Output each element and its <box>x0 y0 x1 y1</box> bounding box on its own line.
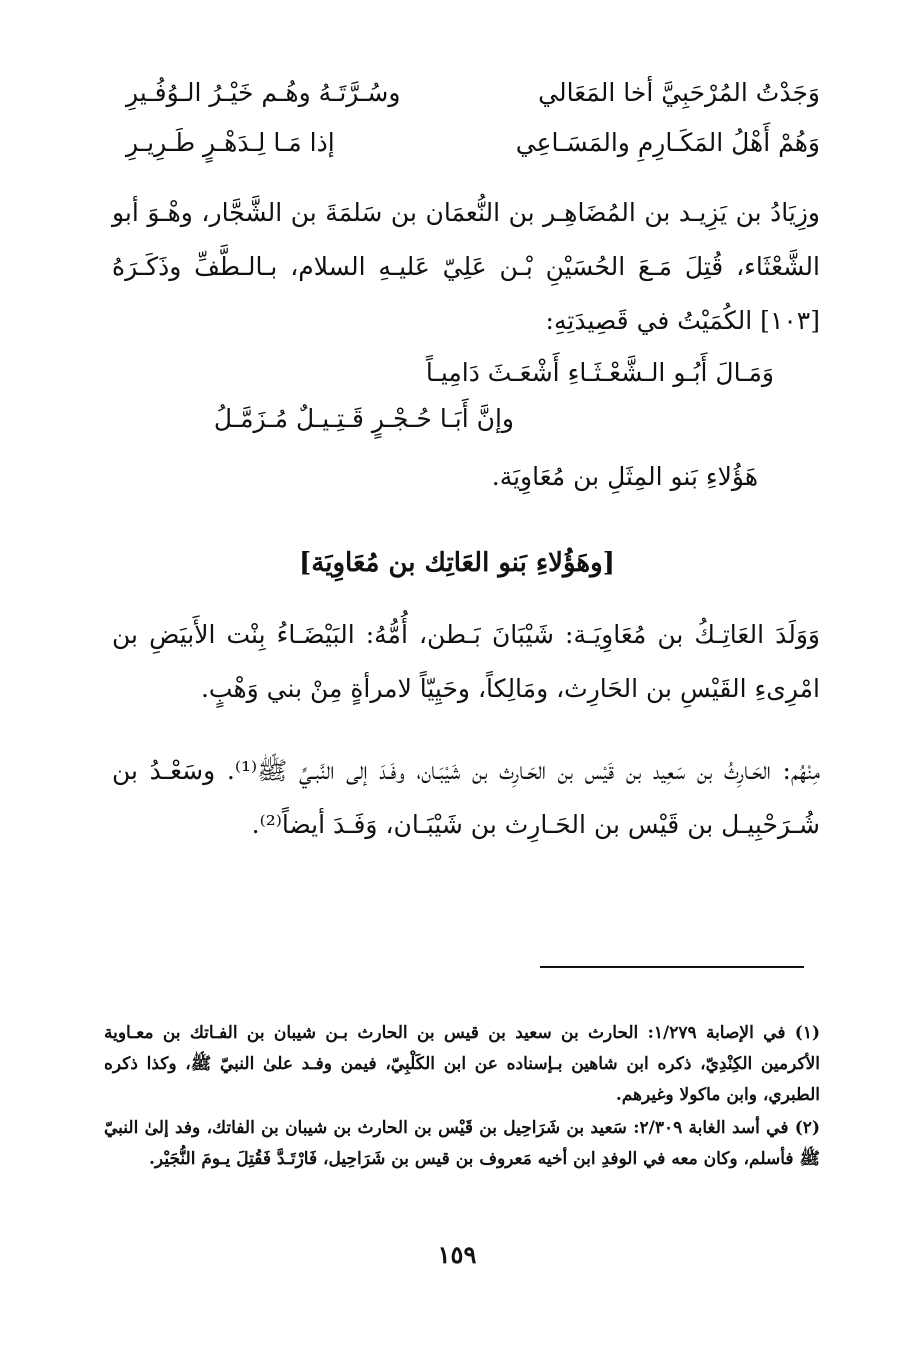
body-paragraph <box>112 744 820 852</box>
body-paragraph <box>112 608 820 716</box>
section-heading: [وهَؤُلاءِ بَنو العَاتِك بن مُعَاوِيَة] <box>299 548 615 578</box>
poem-hemistich: وَهُمْ أَهْلُ المَكَـارِمِ والمَسَـاعِي <box>515 128 820 157</box>
paragraph-text: وزِيَادُ بن يَزِيـد بن المُضَاهِـر بن النُّعمَان بن سَلمَةَ بن الشَّجَّار، وهْـوَ أبو الشَّعْثَاء، قُتِلَ مَـعَ الحُسَيْنِ بْـن عَلِيّ عَليـهِ السلام، بـالـطَّفِّ وذَكَـرَهُ [١٠٣] الكُمَيْتُ في قَصِيدَتِهِ: <box>112 198 820 335</box>
body-paragraph <box>112 186 820 348</box>
footnote: (٢) في أسد الغابة ٢/٣٠٩: سَعيد بن شَرَاحِيل بن قَيْس بن الحارث بن شيبان بن الفاتك، وفد إلىٰ النبيّ ﷺ فأسلم، وكان معه في الوفدِ ابن أخيه مَعروف بن قيس بن شَرَاحِيل، فَارْتَـدَّ فَقُتِلَ يـومَ النُّجَيْر. <box>104 1118 820 1169</box>
footnotes <box>104 1018 820 1177</box>
poem-verse: وَمَـالَ أَبُـو الـشَّعْـثَـاءِ أَشْعَـثَ دَامِيـاً <box>425 358 774 387</box>
poem-couplet <box>126 78 820 122</box>
poem-hemistich: وَجَدْتُ المُرْحَبِيَّ أخا المَعَالي <box>538 78 820 107</box>
poem-couplet <box>126 128 820 172</box>
footnote-separator <box>540 966 804 968</box>
paragraph-text: مِنْهُم: الحَـارِثُ بن سَعِيد بن قَيْس بن الحَـارِث بن شَيْبَـان، وفَـدَ إلى النَّبـيِّ ﷺ⁽¹⁾. وسَعْـدُ بن شُـرَحْبِيـل بن قَيْس بن الحَـارِث بن شَيْبَـان، وَفَـدَ أيضاً⁽²⁾. <box>112 756 820 839</box>
poem-hemistich: وسُـرَّتَـهُ وهُـم خَيْـرُ الـوُفُـيرِ <box>126 78 401 107</box>
poem-verse: وإنَّ أَبَـا حُـجْـرٍ قَـتِـيـلٌ مُـزَمَّـلُ <box>213 404 514 433</box>
poem-hemistich: إذا مَـا لِـدَهْـرٍ طَـرِيـرِ <box>126 128 335 157</box>
closing-line: هَؤُلاءِ بَنو المِثَلِ بن مُعَاوِيَة. <box>491 462 758 491</box>
footnote: (١) في الإصابة ١/٢٧٩: الحارث بن سعيد بن قيس بن الحارث بـن شيبان بن الفـاتك بن معـاوية الأكرمين الكِنْدِيّ، ذكره ابن شاهين بـإسناده عن ابن الكَلْبِيّ، فيمن وفـد علىٰ النبيّ ﷺ، وكذا ذكره الطبري، وابن ماكولا وغيرهم. <box>104 1023 821 1105</box>
page-number: ١٥٩ <box>437 1240 477 1269</box>
paragraph-text: وَوَلَدَ العَاتِـكُ بن مُعَاوِيَـة: شَيْبَانَ بَـطن، أُمُّهُ: البَيْضَـاءُ بِنْت الأَبيَضِ بن امْرِىءِ القَيْسِ بن الحَارِث، ومَالِكاً، وحَيِيّاً لامرأةٍ مِنْ بني وَهْبٍ. <box>112 620 820 703</box>
